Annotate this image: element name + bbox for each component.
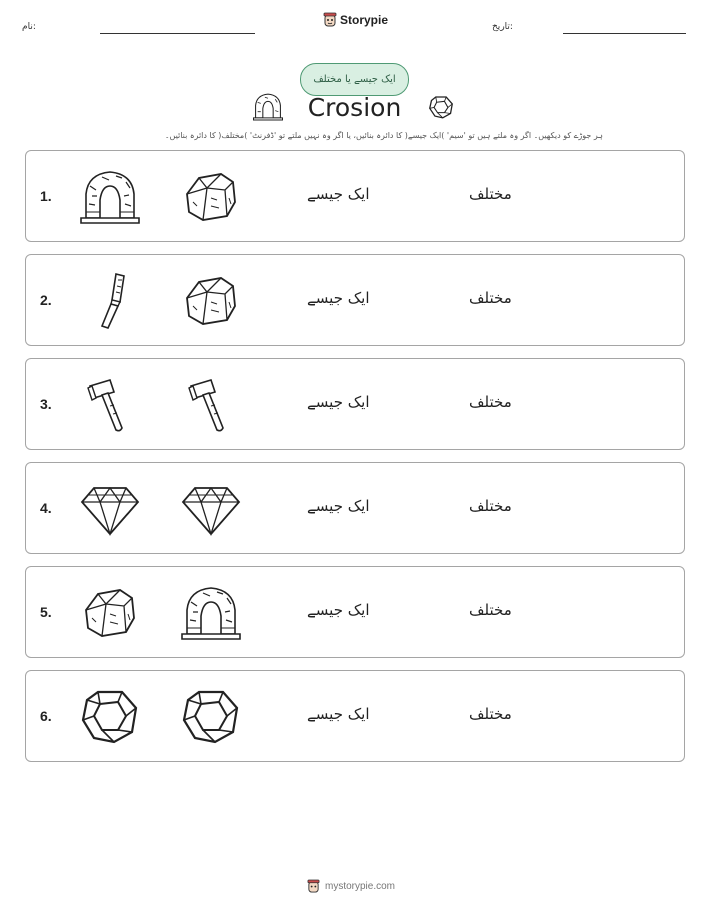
footer-site: mystorypie.com <box>325 881 396 892</box>
different-option[interactable]: مختلف <box>469 705 512 723</box>
rock-icon <box>181 272 241 330</box>
storypie-mascot-icon <box>323 12 337 28</box>
date-input-line[interactable] <box>563 33 686 34</box>
pair-row <box>25 566 685 658</box>
instructions-text: ہر جوڑے کو دیکھیں۔ اگر وہ ملتے ہیں تو 'سیم' )ایک جیسے( کا دائرہ بنائیں، یا اگر وہ نہیں ملتے تو 'ڈفرنٹ' )مختلف( کا دائرہ بنائیں۔ <box>164 131 603 140</box>
same-option[interactable]: ایک جیسے <box>307 185 370 203</box>
same-option[interactable]: ایک جیسے <box>307 497 370 515</box>
same-option[interactable]: ایک جیسے <box>307 705 370 723</box>
different-option[interactable]: مختلف <box>469 497 512 515</box>
worksheet-type-badge: ایک جیسے یا مختلف <box>300 63 409 96</box>
different-option[interactable]: مختلف <box>469 185 512 203</box>
row-number: 6. <box>40 708 52 724</box>
pair-row <box>25 150 685 242</box>
chisel-icon <box>80 272 140 330</box>
row-number: 3. <box>40 396 52 412</box>
storypie-mascot-icon <box>307 879 320 894</box>
different-option[interactable]: مختلف <box>469 393 512 411</box>
same-option[interactable]: ایک جیسے <box>307 393 370 411</box>
name-input-line[interactable] <box>100 33 255 34</box>
row-number: 4. <box>40 500 52 516</box>
same-option[interactable]: ایک جیسے <box>307 289 370 307</box>
pair-row <box>25 358 685 450</box>
brand-name: Storypie <box>340 13 389 27</box>
different-option[interactable]: مختلف <box>469 601 512 619</box>
name-label: نام: <box>22 22 36 32</box>
diamond-icon <box>181 480 241 538</box>
gem-icon <box>428 94 454 120</box>
diamond-icon <box>80 480 140 538</box>
rock-arch-icon <box>80 168 140 226</box>
rock-icon <box>80 584 140 642</box>
row-number: 2. <box>40 292 52 308</box>
date-label: تاریخ: <box>492 22 513 32</box>
worksheet-title: Crosion <box>307 93 402 122</box>
footer <box>307 879 395 894</box>
row-number: 5. <box>40 604 52 620</box>
same-option[interactable]: ایک جیسے <box>307 601 370 619</box>
rock-arch-icon <box>181 584 241 642</box>
hammer-icon <box>80 376 140 434</box>
pair-row <box>25 670 685 762</box>
hammer-icon <box>181 376 241 434</box>
row-number: 1. <box>40 188 52 204</box>
pair-row <box>25 254 685 346</box>
gem-icon <box>181 688 241 746</box>
different-option[interactable]: مختلف <box>469 289 512 307</box>
brand-logo <box>323 12 388 28</box>
rock-icon <box>181 168 241 226</box>
gem-icon <box>80 688 140 746</box>
pair-row <box>25 462 685 554</box>
